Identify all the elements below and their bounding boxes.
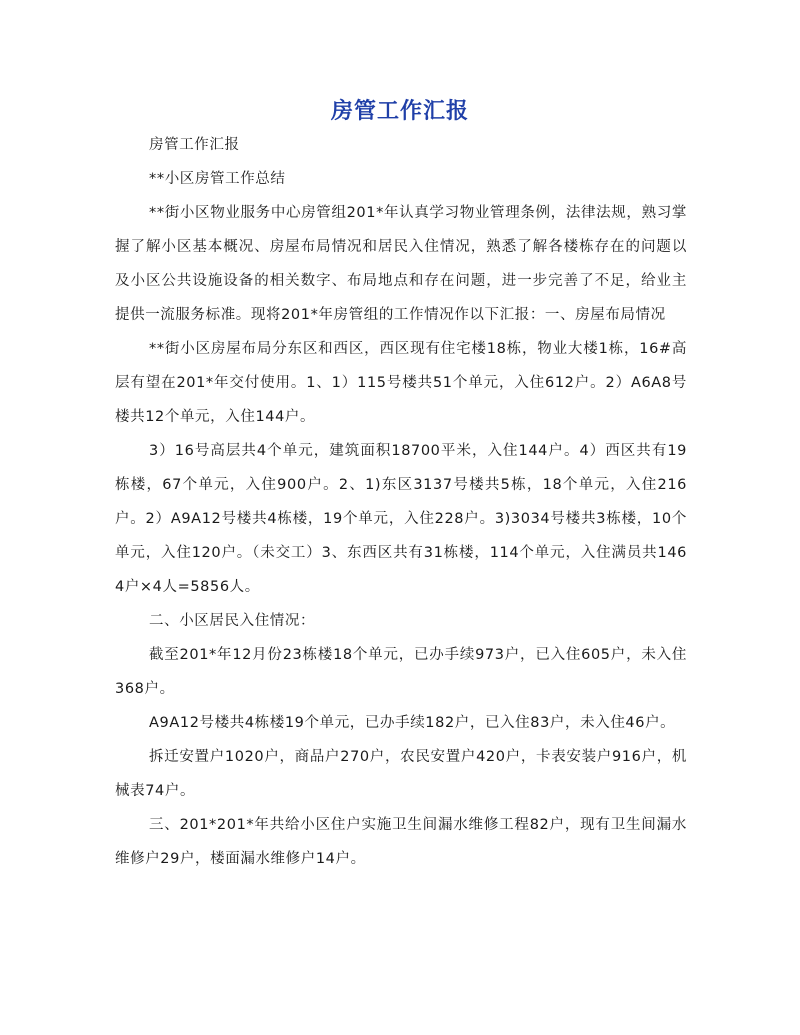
paragraph-a9a12: A9A12号楼共4栋楼19个单元，已办手续182户，已入住83户，未入住46户。 xyxy=(149,715,676,731)
document-title: 房管工作汇报 xyxy=(330,99,469,124)
paragraph-layout-east: 3）16号高层共4个单元，建筑面积18700平米，入住144户。4）西区共有19栋楼，67个单元，入住900户。2、1)东区3137号楼共5栋，18个单元，入住216户。2）A9A12号楼共4栋楼，19个单元，入住228户。3)3034号楼共3栋楼，10个单元，入住120户。（未交工）3、东西区共有31栋楼，114个单元，入住满员共1464户×4人=5856人。 xyxy=(115,443,687,595)
paragraph-intro: **街小区物业服务中心房管组201*年认真学习物业管理条例，法律法规，熟习掌握了解小区基本概况、房屋布局情况和居民入住情况，熟悉了解各楼栋存在的问题以及小区公共设施设备的相关数字、布局地点和存在问题，进一步完善了不足，给业主提供一流服务标准。现将201*年房管组的工作情况作以下汇报：一、房屋布局情况 xyxy=(115,205,687,323)
paragraph-occupancy: 截至201*年12月份23栋楼18个单元，已办手续973户，已入住605户，未入住368户。 xyxy=(115,647,687,697)
paragraph-households: 拆迁安置户1020户，商品户270户，农民安置户420户，卡表安装户916户，机械表74户。 xyxy=(115,749,687,799)
paragraph-section-three: 三、201*201*年共给小区住户实施卫生间漏水维修工程82户，现有卫生间漏水维修户29户，楼面漏水维修户14户。 xyxy=(115,817,687,867)
paragraph-layout-west: **街小区房屋布局分东区和西区，西区现有住宅楼18栋，物业大楼1栋，16#高层有望在201*年交付使用。1、1）115号楼共51个单元，入住612户。2）A6A8号楼共12个单元，入住144户。 xyxy=(115,341,687,425)
paragraph-subtitle: **小区房管工作总结 xyxy=(149,171,286,187)
paragraph-heading: 房管工作汇报 xyxy=(149,137,240,153)
document-body xyxy=(115,128,687,876)
paragraph-section-two: 二、小区居民入住情况： xyxy=(149,613,316,629)
